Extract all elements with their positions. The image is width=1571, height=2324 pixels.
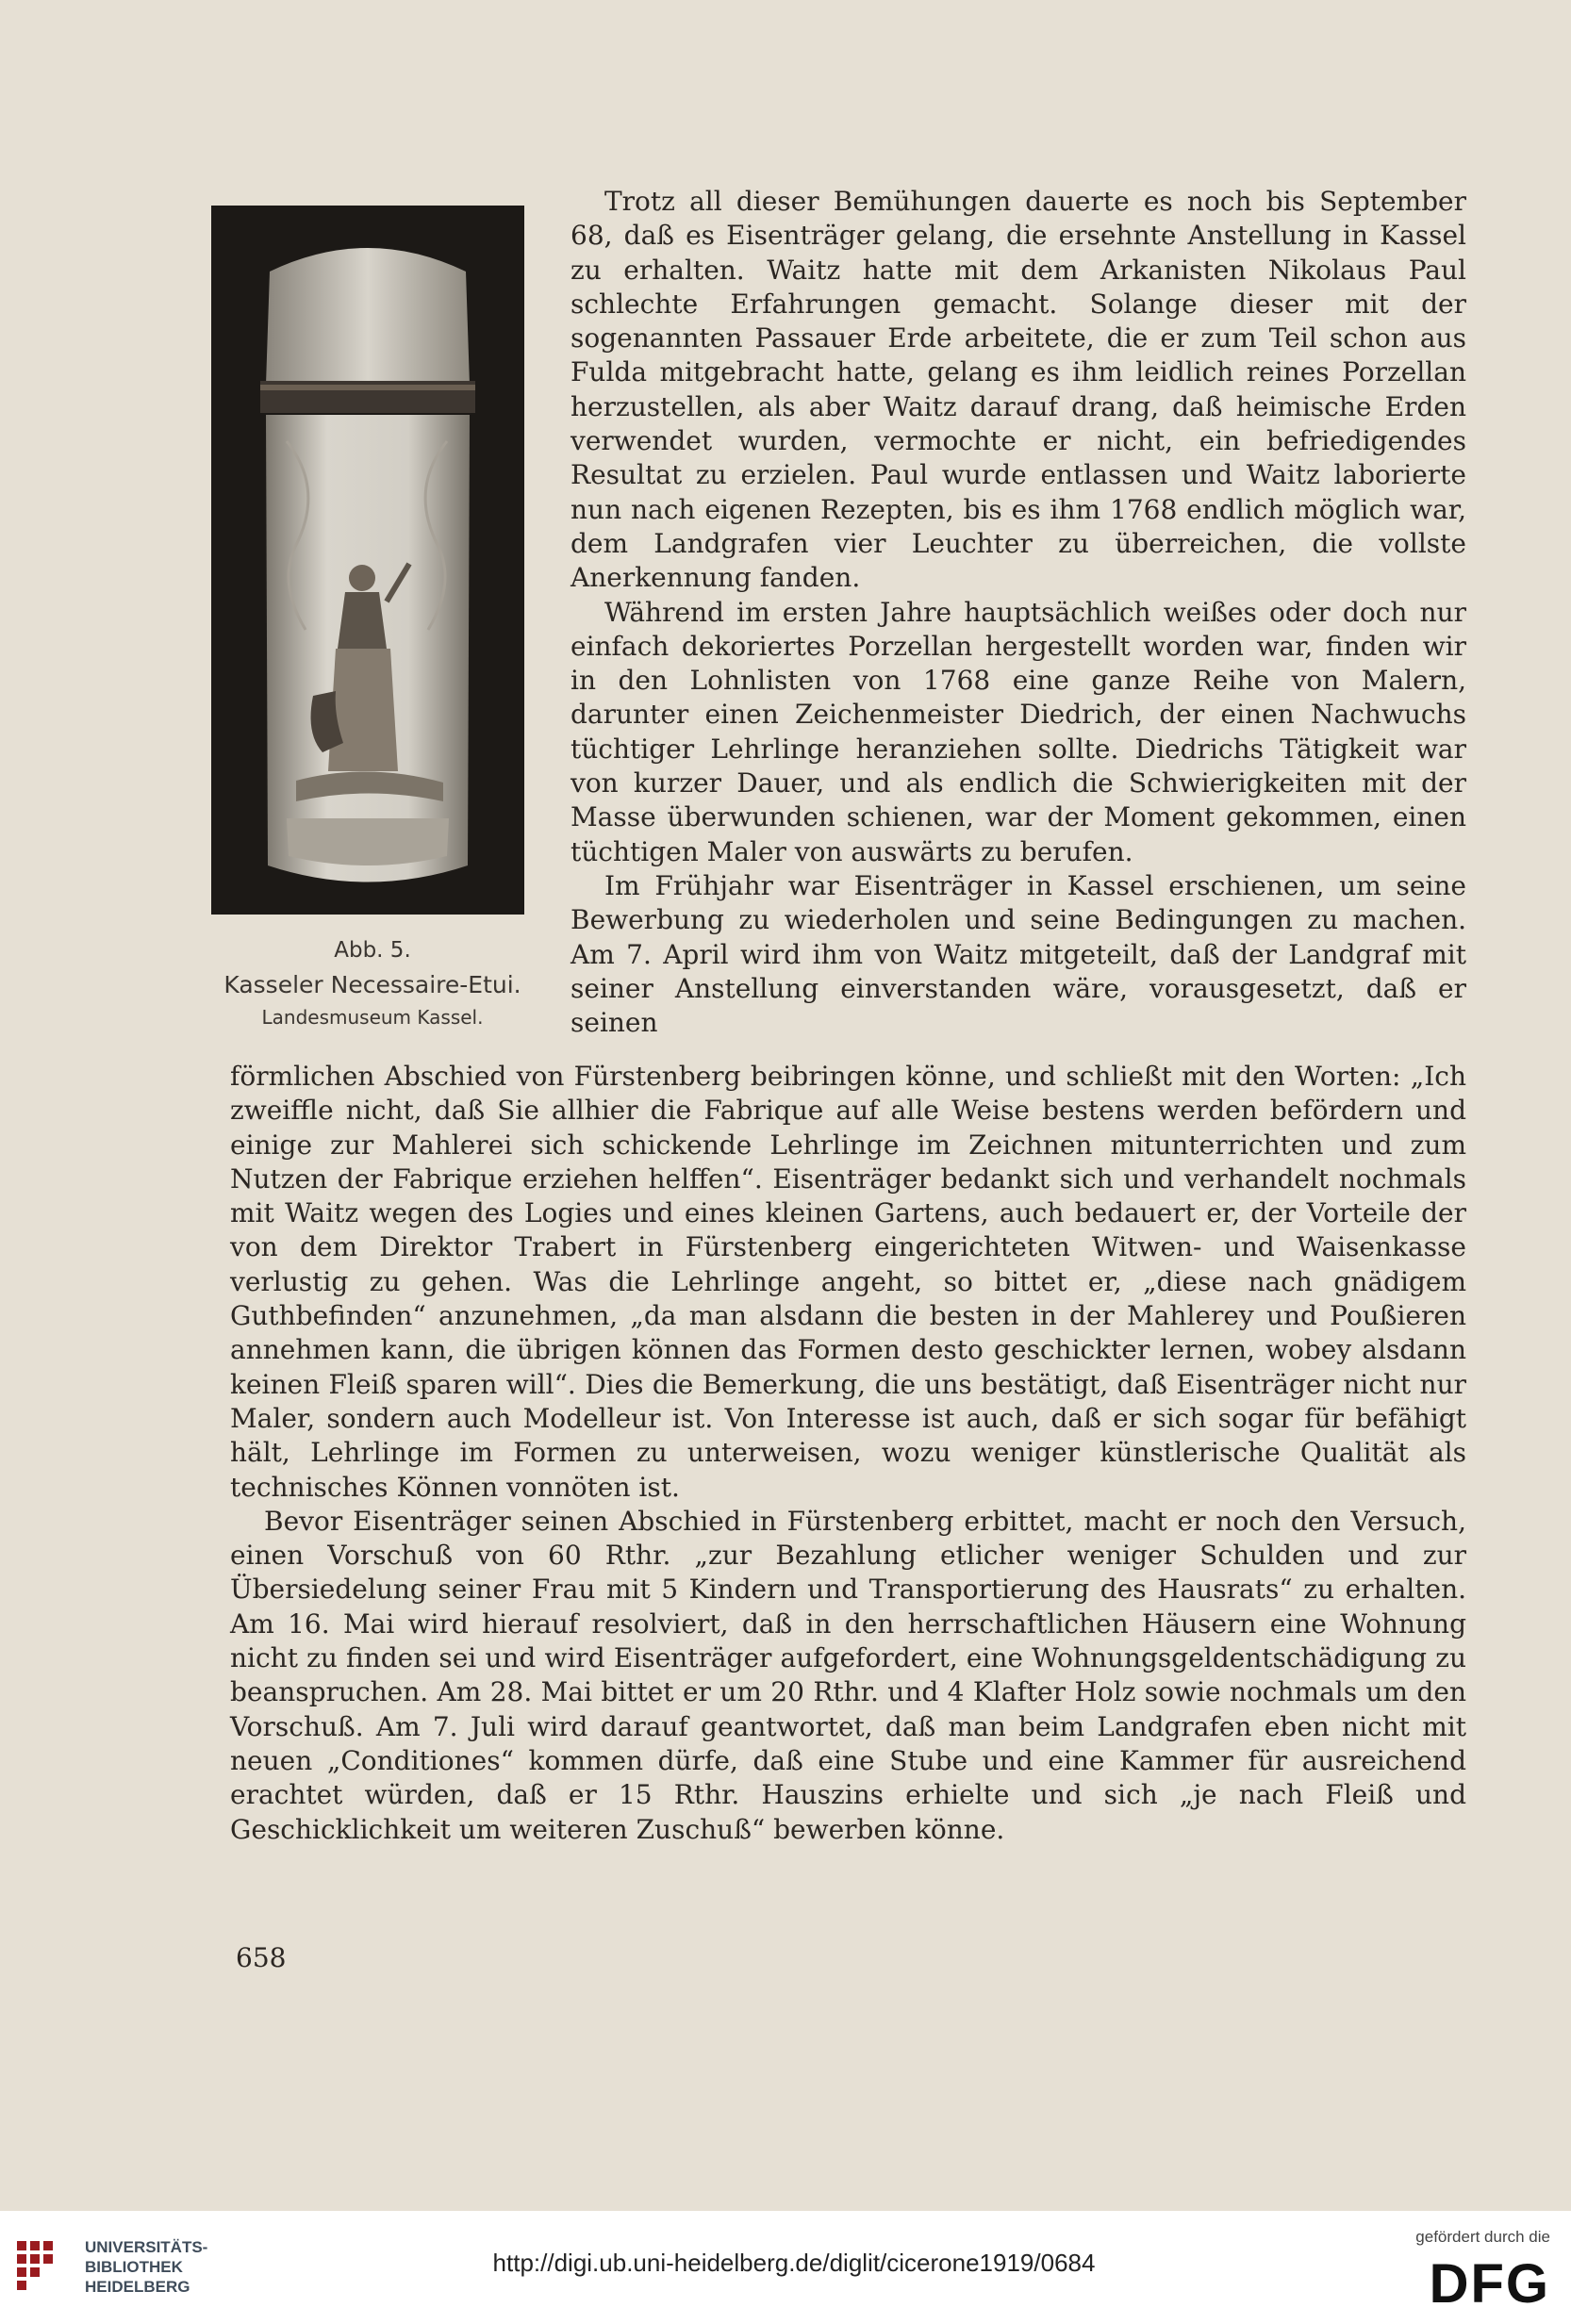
- library-logo-icon: [13, 2235, 68, 2298]
- paragraph: Bevor Eisenträger seinen Abschied in Fürstenberg erbittet, macht er noch den Versuch, einen Vorschuß von 60 Rthr. „zur Bezahlung etlicher weniger Schulden und zur Übersiedelung seiner Frau mit 5 Kindern und Transportierung des Hausrats“ zu erhalten. Am 16. Mai wird hierauf resolviert, daß in den herrschaftlichen Häusern eine Wohnung nicht zu finden sei und wird Eisenträger aufgefordert, eine Wohnungsgeldentschädigung zu beanspruchen. Am 28. Mai bittet er um 20 Rthr. und 4 Klafter Holz sowie nochmals um den Vorschuß. Am 7. Juli wird darauf geantwortet, daß man beim Landgrafen eben nicht mit neuen „Conditiones“ kommen dürfe, daß eine Stube und eine Kammer für ausreichend erachtet würden, daß er 15 Rthr. Hauszins erhielte und sich „je nach Fleiß und Geschicklichkeit um weiteren Zuschuß“ bewerben könne.: [230, 1505, 1466, 1845]
- figure-title: Kasseler Necessaire-Etui.: [223, 971, 521, 998]
- paragraph: Trotz all dieser Bemühungen dauerte es noch bis September 68, daß es Eisenträger gelang, die ersehnte Anstellung in Kassel zu erhalten. Waitz hatte mit dem Arkanisten Nikolaus Paul schlechte Erfahrungen gemacht. Solange dieser mit der sogenannten Passauer Erde arbeitete, die er zum Teil schon aus Fulda mitgebracht hatte, gelang es ihm leidlich reines Porzellan herzustellen, als aber Waitz darauf drang, daß heimische Erden verwendet wurden, vermochte er nicht, ein befriedigendes Resultat zu erzielen. Paul wurde entlassen und Waitz laborierte nun nach eigenen Rezepten, bis es ihm 1768 endlich möglich war, dem Landgrafen vier Leuchter zu überreichen, die vollste Anerkennung fanden.: [571, 186, 1466, 594]
- page-number: 658: [236, 1942, 287, 1973]
- sponsor-text: gefördert durch die: [1415, 2228, 1550, 2246]
- body-text-full-width: [230, 1060, 1466, 1847]
- dfg-logo: DFG: [1429, 2253, 1550, 2315]
- figure-label: Abb. 5.: [334, 938, 411, 963]
- paragraph: Im Frühjahr war Eisenträger in Kassel erschienen, um seine Bewerbung zu wiederholen und seine Bedingungen zu machen. Am 7. April wird ihm von Waitz mitgeteilt, daß der Landgraf mit seiner Anstellung einverstanden wäre, vorausgesetzt, daß er seinen: [571, 869, 1466, 1039]
- library-name: UNIVERSITÄTS- BIBLIOTHEK HEIDELBERG: [85, 2238, 208, 2296]
- permalink-url[interactable]: http://digi.ub.uni-heidelberg.de/diglit/cicerone1919/0684: [492, 2249, 1096, 2277]
- digitization-footer: [0, 2211, 1571, 2324]
- figure-photo: [211, 206, 524, 915]
- body-text-right-column: [571, 185, 1466, 1040]
- paragraph: Während im ersten Jahre hauptsächlich weißes oder doch nur einfach dekoriertes Porzellan hergestellt worden war, finden wir in den Lohnlisten von 1768 eine ganze Reihe von Malern, darunter einen Zeichenmeister Diedrich, der einen Nachwuchs tüchtiger Lehrlinge heranziehen sollte. Diedrichs Tätigkeit war von kurzer Dauer, und als endlich die Schwierigkeiten mit der Masse überwunden schienen, war der Moment gekommen, einen tüchtigen Maler von auswärts zu berufen.: [571, 596, 1466, 867]
- figure-credit: Landesmuseum Kassel.: [261, 1006, 484, 1029]
- porcelain-etui-photo: [211, 206, 524, 915]
- paragraph: förmlichen Abschied von Fürstenberg beibringen könne, und schließt mit den Worten: „Ich zweiffle nicht, daß Sie allhier die Fabrique auf alle Weise bestens werden befördern und einige zur Mahlerei sich schickende Lehrlinge im Zeichnen mitunterrichten und zum Nutzen der Fabrique erziehen helffen“. Eisenträger bedankt sich und verhandelt nochmals mit Waitz wegen des Logies und eines kleinen Gartens, auch bedauert er, der Vorteile der von dem Direktor Trabert in Fürstenberg eingerichteten Witwen- und Waisenkasse verlustig zu gehen. Was die Lehrlinge angeht, so bittet er, „diese nach gnädigem Guthbefinden“ anzunehmen, „da man alsdann die besten in der Mahlerey und Poußieren annehmen kann, die übrigen können das Formen desto geschickter lernen, wobey alsdann keinen Fleiß sparen will“. Dies die Bemerkung, die uns bestätigt, daß Eisenträger nicht nur Maler, sondern auch Modelleur ist. Von Interesse ist auch, daß er sich sogar für befähigt hält, Lehrlinge im Formen zu unterweisen, wozu weniger künstlerische Qualität als technisches Können vonnöten ist.: [230, 1061, 1466, 1503]
